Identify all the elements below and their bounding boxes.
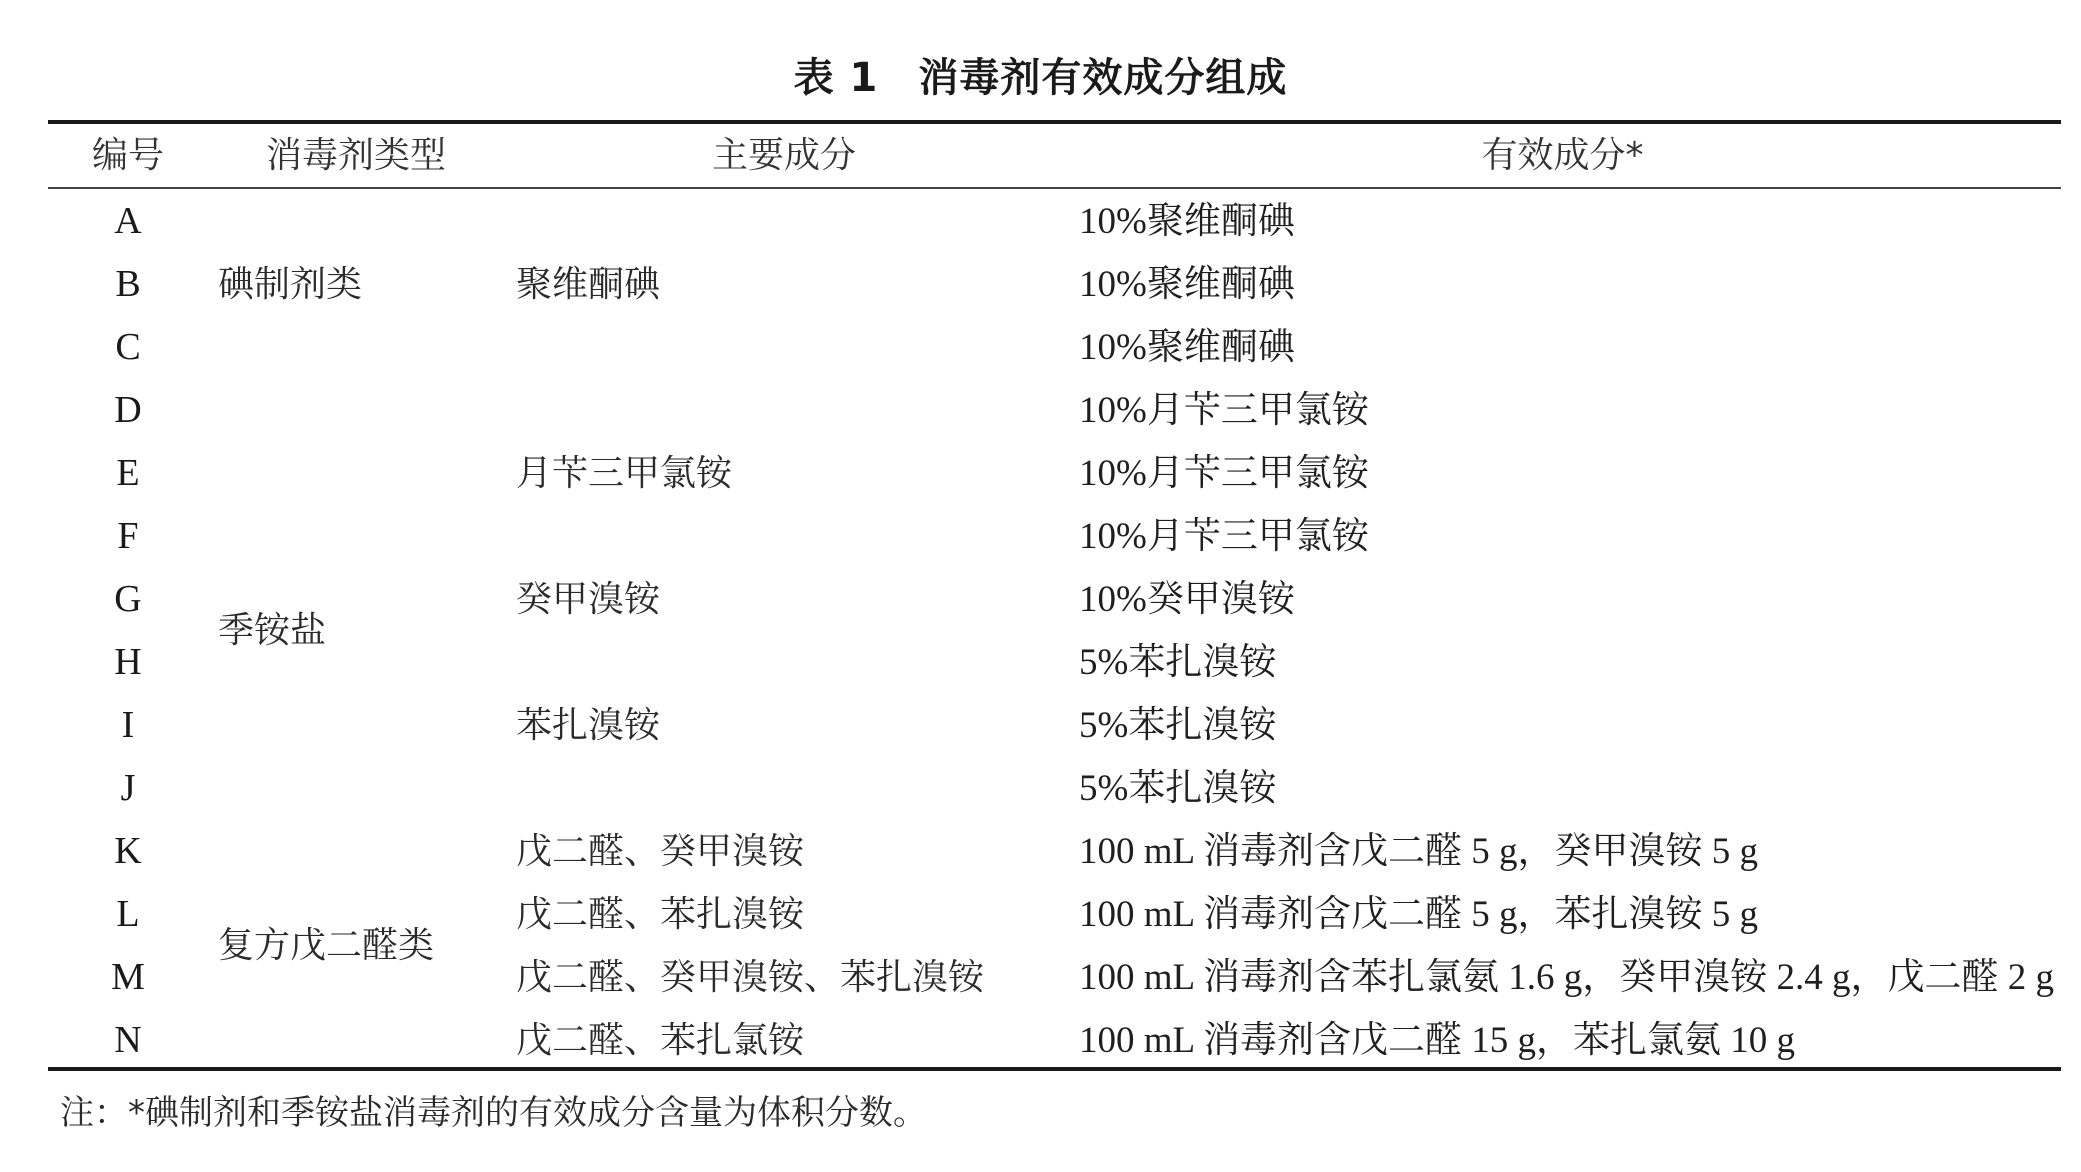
row-id: K	[114, 830, 142, 872]
table-caption: 消毒剂有效成分组成	[918, 55, 1288, 101]
row-id: E	[116, 452, 140, 494]
row-effective-ingredient: 5%苯扎溴铵	[1079, 705, 1277, 746]
row-effective-ingredient: 100 mL 消毒剂含戊二醛 5 g，苯扎溴铵 5 g	[1079, 894, 1759, 935]
row-effective-ingredient: 100 mL 消毒剂含苯扎氯氨 1.6 g，癸甲溴铵 2.4 g，戊二醛 2 g	[1079, 957, 2055, 998]
row-id: G	[114, 578, 142, 620]
row-effective-ingredient: 10%聚维酮碘	[1079, 264, 1295, 305]
row-effective-ingredient: 10%月苄三甲氯铵	[1079, 453, 1369, 494]
row-effective-ingredient: 5%苯扎溴铵	[1079, 642, 1277, 683]
row-main-ingredient: 戊二醛、癸甲溴铵、苯扎溴铵	[516, 957, 985, 998]
table-row	[0, 694, 2081, 757]
row-effective-ingredient: 10%癸甲溴铵	[1079, 579, 1295, 620]
row-id: B	[115, 263, 141, 305]
row-effective-ingredient: 5%苯扎溴铵	[1079, 768, 1277, 809]
table-row	[0, 1009, 2081, 1072]
row-id: H	[114, 641, 142, 683]
table-row	[0, 442, 2081, 505]
table-row	[0, 505, 2081, 568]
table-row	[0, 190, 2081, 253]
row-effective-ingredient: 10%月苄三甲氯铵	[1079, 516, 1369, 557]
row-id: F	[117, 515, 139, 557]
group-label-quaternary-ammonium: 季铵盐	[218, 610, 327, 651]
row-main-ingredient: 戊二醛、苯扎溴铵	[516, 894, 805, 935]
row-id: I	[121, 704, 135, 746]
table-footnote: 注：*碘制剂和季铵盐消毒剂的有效成分含量为体积分数。	[60, 1093, 927, 1133]
row-main-ingredient: 月苄三甲氯铵	[516, 453, 733, 494]
row-main-ingredient: 癸甲溴铵	[516, 579, 661, 620]
row-id: N	[114, 1019, 142, 1061]
header-id: 编号	[91, 135, 164, 176]
row-main-ingredient: 戊二醛、苯扎氯铵	[516, 1020, 805, 1061]
header-main-ingredient: 主要成分	[711, 135, 856, 176]
row-id: J	[120, 767, 136, 809]
bottom-rule	[48, 1067, 2061, 1071]
row-effective-ingredient: 10%月苄三甲氯铵	[1079, 390, 1369, 431]
row-main-ingredient: 聚维酮碘	[516, 264, 661, 305]
row-effective-ingredient: 100 mL 消毒剂含戊二醛 15 g，苯扎氯氨 10 g	[1079, 1020, 1796, 1061]
top-rule	[48, 120, 2061, 124]
table-row	[0, 316, 2081, 379]
group-label-compound-glutaraldehyde: 复方戊二醛类	[218, 925, 435, 966]
row-main-ingredient: 戊二醛、癸甲溴铵	[516, 831, 805, 872]
table-row	[0, 379, 2081, 442]
row-main-ingredient: 苯扎溴铵	[516, 705, 661, 746]
row-effective-ingredient: 100 mL 消毒剂含戊二醛 5 g，癸甲溴铵 5 g	[1079, 831, 1759, 872]
row-id: L	[116, 893, 140, 935]
row-effective-ingredient: 10%聚维酮碘	[1079, 327, 1295, 368]
table-title	[0, 52, 2081, 104]
row-id: A	[114, 200, 142, 242]
header-effective-ingredient: 有效成分*	[1481, 135, 1644, 176]
header-rule	[48, 187, 2061, 189]
table-row	[0, 820, 2081, 883]
row-id: D	[114, 389, 142, 431]
table-number: 表 1	[793, 55, 879, 101]
group-label-iodine: 碘制剂类	[218, 264, 363, 305]
row-id: M	[111, 956, 145, 998]
table-row	[0, 757, 2081, 820]
row-id: C	[115, 326, 141, 368]
row-effective-ingredient: 10%聚维酮碘	[1079, 201, 1295, 242]
header-type: 消毒剂类型	[265, 135, 446, 176]
